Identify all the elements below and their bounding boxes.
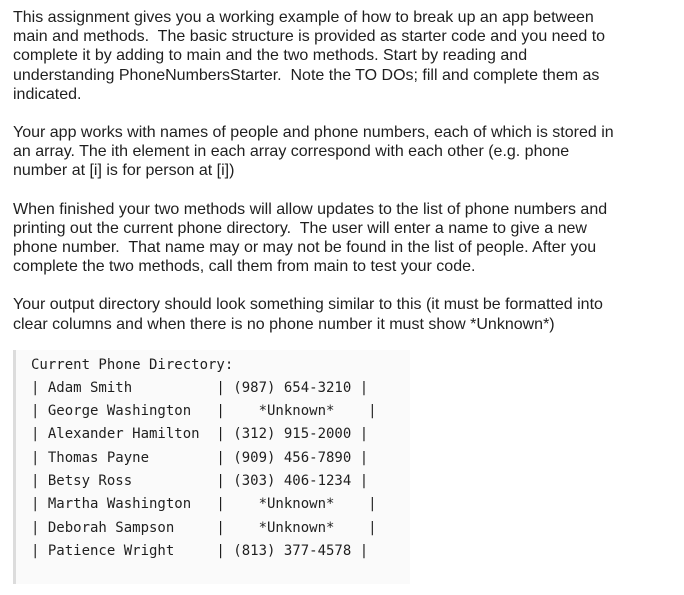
text-line: complete it by adding to main and the two methods. Start by reading and (13, 47, 528, 65)
directory-row: | George Washington | *Unknown* | (31, 403, 377, 419)
intro-paragraph (13, 8, 673, 104)
directory-row: | Alexander Hamilton | (312) 915-2000 | (31, 426, 369, 442)
text-line: an array. The ith element in each array correspond with each other (e.g. phone (13, 143, 570, 161)
text-line: printing out the current phone directory. The user will enter a name to give a new (13, 219, 587, 237)
text-line: indicated. (13, 85, 82, 103)
output-paragraph (13, 295, 673, 333)
text-line: Your app works with names of people and phone numbers, each of which is stored in (13, 124, 614, 142)
directory-row: | Betsy Ross | (303) 406-1234 | (31, 473, 369, 489)
text-line: understanding PhoneNumbersStarter. Note the TO DOs; fill and complete them as (13, 66, 600, 84)
text-line: phone number. That name may or may not be found in the list of people. After you (13, 239, 597, 257)
phone-directory-code-block (13, 350, 410, 584)
directory-row: | Adam Smith | (987) 654-3210 | (31, 380, 369, 396)
directory-row: | Thomas Payne | (909) 456-7890 | (31, 450, 369, 466)
text-line: number at [i] is for person at [i]) (13, 162, 235, 180)
arrays-paragraph (13, 123, 673, 181)
text-line: complete the two methods, call them from main to test your code. (13, 258, 476, 276)
text-line: This assignment gives you a working example of how to break up an app between (13, 9, 594, 26)
directory-row: | Deborah Sampson | *Unknown* | (31, 520, 377, 536)
text-line: Your output directory should look something similar to this (it must be formatted into (13, 296, 603, 314)
directory-row: | Patience Wright | (813) 377-4578 | (31, 543, 369, 559)
directory-row: | Martha Washington | *Unknown* | (31, 496, 377, 512)
directory-header: Current Phone Directory: (31, 357, 234, 373)
text-line: main and methods. The basic structure is provided as starter code and you need to (13, 28, 606, 46)
text-line: When finished your two methods will allow updates to the list of phone numbers and (13, 200, 608, 218)
assignment-text (13, 8, 673, 353)
text-line: clear columns and when there is no phone number it must show *Unknown*) (13, 315, 555, 333)
methods-paragraph (13, 200, 673, 277)
